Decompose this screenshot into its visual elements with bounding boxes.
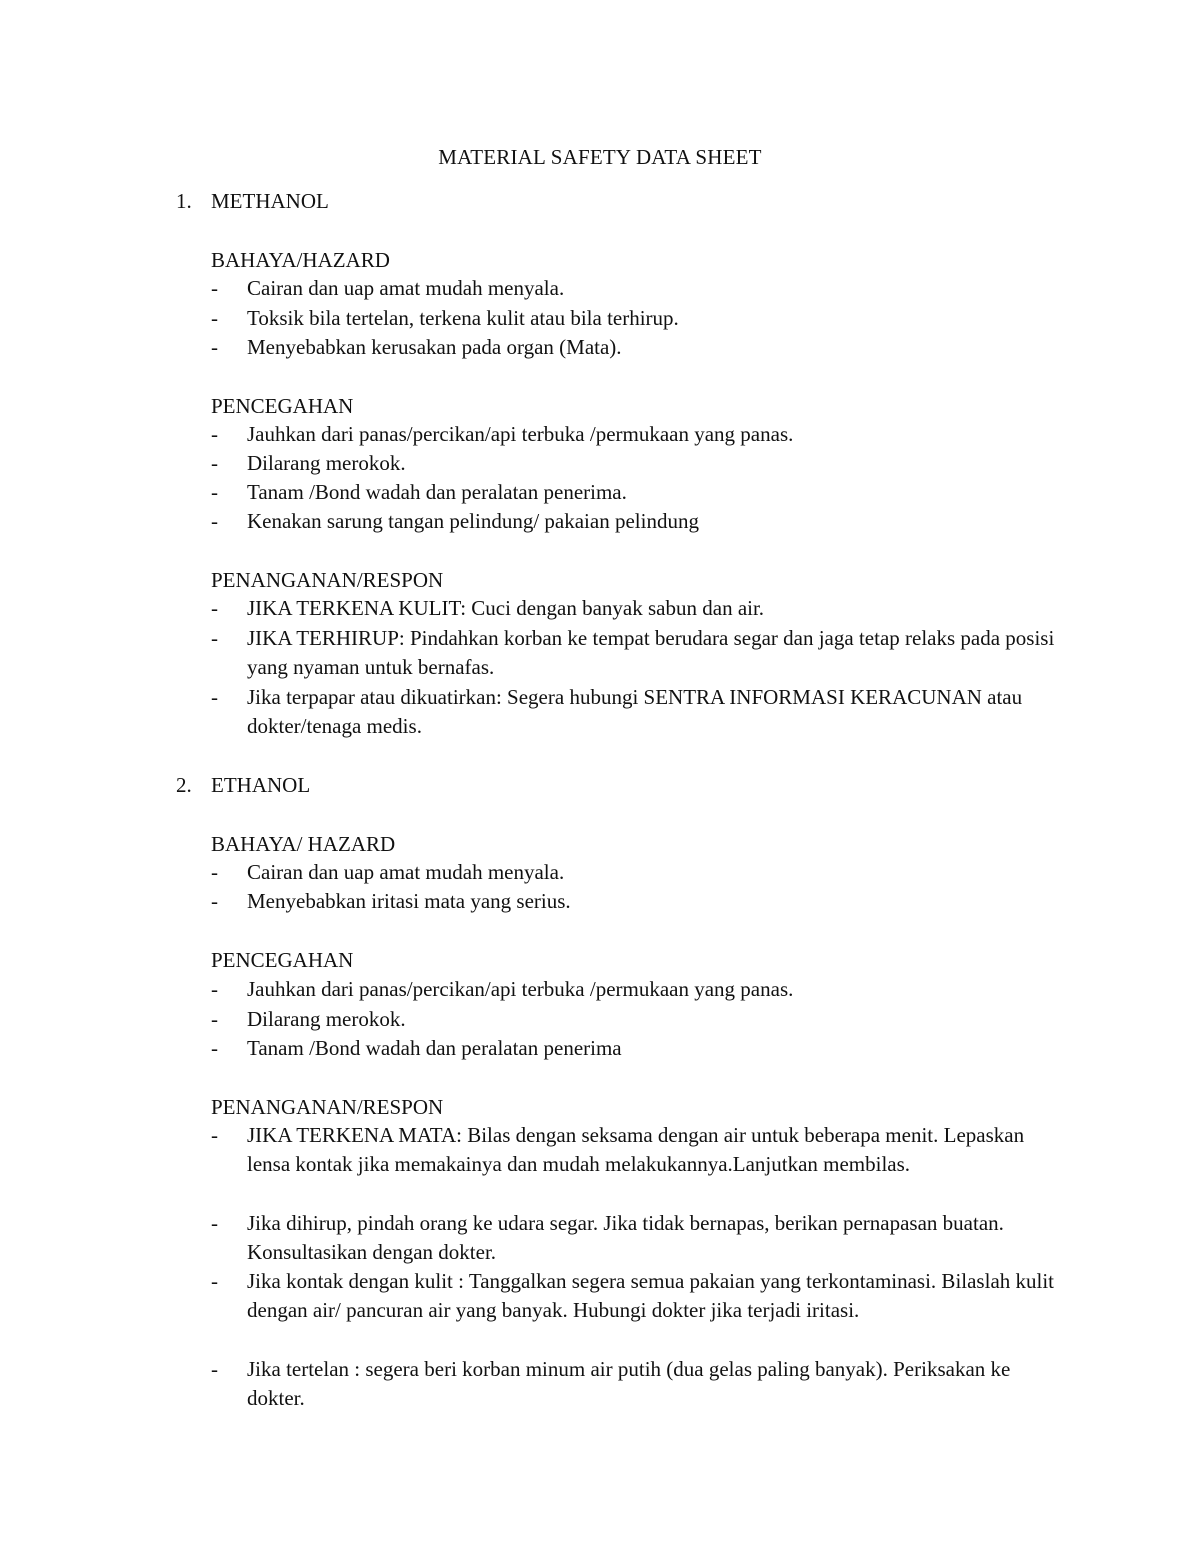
section-name: ETHANOL — [211, 773, 311, 797]
list-item: - Tanam /Bond wadah dan peralatan penerima — [211, 1036, 622, 1060]
response-heading: PENANGANAN/RESPON — [211, 568, 444, 592]
list-item: - Toksik bila tertelan, terkena kulit atau bila terhirup. — [211, 306, 679, 330]
list-item: - Jauhkan dari panas/percikan/api terbuka /permukaan yang panas. — [211, 422, 794, 446]
list-item: - Dilarang merokok. — [211, 451, 406, 475]
list-item: - Kenakan sarung tangan pelindung/ pakaian pelindung — [211, 509, 699, 533]
list-item: - Jika kontak dengan kulit : Tanggalkan segera semua pakaian yang terkontaminasi. Bilaslah kulit dengan air/ pancuran air yang banyak. Hubungi dokter jika terjadi iritasi. — [211, 1269, 1055, 1323]
section-number: 1. — [176, 189, 192, 213]
hazard-heading: BAHAYA/HAZARD — [211, 248, 390, 272]
section-name: METHANOL — [211, 189, 329, 213]
list-item: - Jika terpapar atau dikuatirkan: Segera hubungi SENTRA INFORMASI KERACUNAN atau dokter/tenaga medis. — [211, 685, 1023, 739]
section-heading-methanol — [176, 186, 329, 216]
list-item: - Dilarang merokok. — [211, 1007, 406, 1031]
list-item: - Menyebabkan iritasi mata yang serius. — [211, 889, 571, 913]
list-item: - Jika dihirup, pindah orang ke udara segar. Jika tidak bernapas, berikan pernapasan buatan. Konsultasikan dengan dokter. — [211, 1211, 1004, 1265]
list-item: - JIKA TERHIRUP: Pindahkan korban ke tempat berudara segar dan jaga tetap relaks pada posisi yang nyaman untuk bernafas. — [211, 626, 1055, 680]
section-number: 2. — [176, 773, 192, 797]
document-title: MATERIAL SAFETY DATA SHEET — [438, 145, 762, 169]
section-heading-ethanol — [176, 770, 310, 800]
response-heading: PENANGANAN/RESPON — [211, 1095, 444, 1119]
prevention-heading: PENCEGAHAN — [211, 948, 354, 972]
hazard-heading: BAHAYA/ HAZARD — [211, 832, 396, 856]
list-item: - Cairan dan uap amat mudah menyala. — [211, 276, 565, 300]
prevention-heading: PENCEGAHAN — [211, 394, 354, 418]
list-item: - Menyebabkan kerusakan pada organ (Mata). — [211, 335, 622, 359]
list-item: - Cairan dan uap amat mudah menyala. — [211, 860, 565, 884]
list-item: - JIKA TERKENA KULIT: Cuci dengan banyak sabun dan air. — [211, 596, 765, 620]
list-item: - Jauhkan dari panas/percikan/api terbuka /permukaan yang panas. — [211, 977, 794, 1001]
list-item: - JIKA TERKENA MATA: Bilas dengan seksama dengan air untuk beberapa menit. Lepaskan lensa kontak jika memakainya dan mudah melakukannya.Lanjutkan membilas. — [211, 1123, 1025, 1177]
list-item: - Jika tertelan : segera beri korban minum air putih (dua gelas paling banyak). Periksakan ke dokter. — [211, 1357, 1011, 1411]
list-item: - Tanam /Bond wadah dan peralatan penerima. — [211, 480, 627, 504]
